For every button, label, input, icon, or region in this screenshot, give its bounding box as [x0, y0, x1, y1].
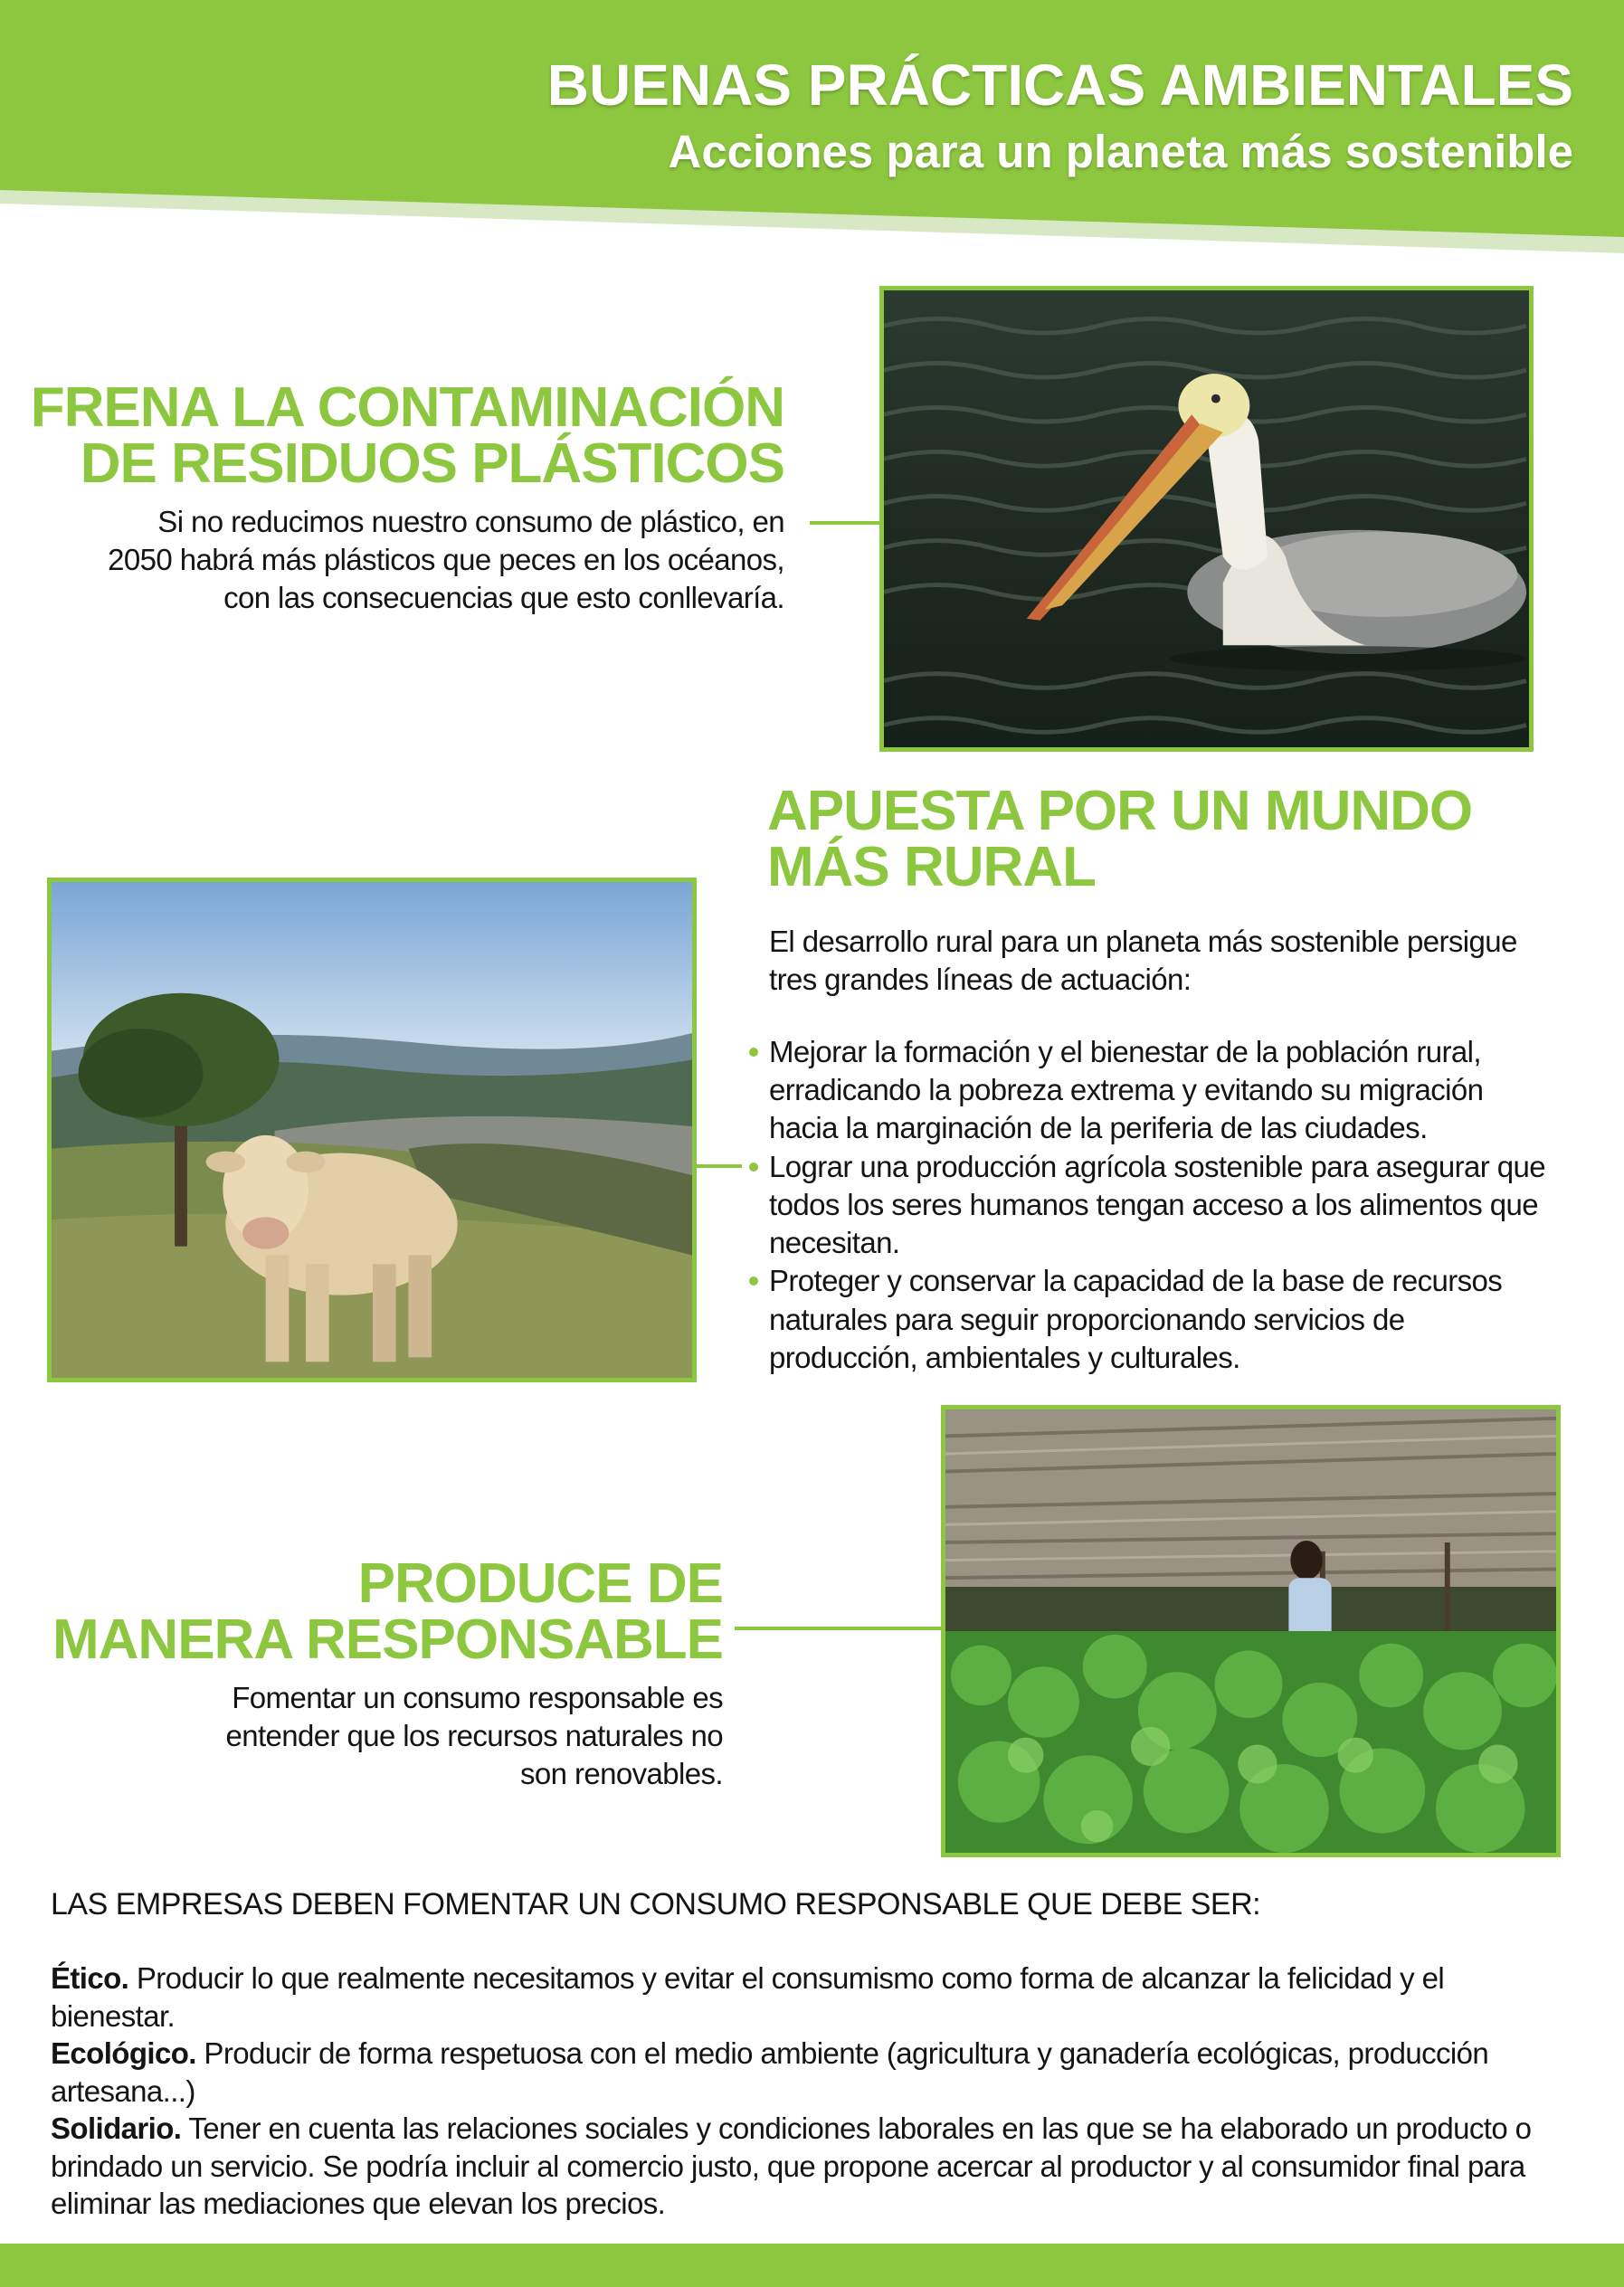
- section-1-connector: [810, 521, 882, 525]
- section-2-intro-line: El desarrollo rural para un planeta más sostenible persigue: [769, 925, 1517, 958]
- list-item: Lograr una producción agrícola sostenible para asegurar que todos los seres humanos tengan acceso a los alimentos que necesitan.: [749, 1148, 1554, 1263]
- definitions-block: [51, 1960, 1562, 2223]
- definition-ecologico: [51, 2035, 1562, 2110]
- section-3-text-line: son renovables.: [520, 1757, 723, 1791]
- section-3-text-line: Fomentar un consumo responsable es: [232, 1681, 723, 1714]
- definition-term: Ecológico.: [51, 2036, 196, 2071]
- pelican-photo: [879, 286, 1534, 752]
- section-2-title: [767, 780, 1473, 898]
- definition-solidario: [51, 2110, 1562, 2223]
- definition-etico: [51, 1960, 1562, 2035]
- page-title: BUENAS PRÁCTICAS AMBIENTALES: [546, 52, 1573, 118]
- page-subtitle: Acciones para un planeta más sostenible: [668, 126, 1573, 177]
- list-item: Proteger y conservar la capacidad de la base de recursos naturales para seguir proporcionando servicios de producción, ambientales y culturales.: [749, 1262, 1554, 1377]
- section-3-text: [225, 1679, 723, 1794]
- section-1-title-line-1: FRENA LA CONTAMINACIÓN: [30, 376, 784, 439]
- definition-text: Tener en cuenta las relaciones sociales y condiciones laborales en las que se ha elaborado un producto o brindado un servicio. Se podría incluir al comercio justo, que propone acercar al productor y al consumidor final para eliminar las mediaciones que elevan los precios.: [51, 2111, 1532, 2221]
- cow-landscape-photo: [47, 878, 697, 1382]
- section-1-text: [108, 503, 784, 618]
- section-3-title-line-2: MANERA RESPONSABLE: [52, 1608, 723, 1671]
- list-item: Mejorar la formación y el bienestar de la población rural, erradicando la pobreza extrema y evitando su migración hacia la marginación de la periferia de las ciudades.: [749, 1033, 1554, 1148]
- bottom-intro: LAS EMPRESAS DEBEN FOMENTAR UN CONSUMO RESPONSABLE QUE DEBE SER:: [51, 1887, 1261, 1922]
- section-1-text-line: 2050 habrá más plásticos que peces en los océanos,: [108, 543, 784, 577]
- section-2-intro: [769, 923, 1565, 999]
- section-3-title-line-1: PRODUCE DE: [357, 1552, 723, 1615]
- section-1-title-line-2: DE RESIDUOS PLÁSTICOS: [80, 432, 784, 495]
- definition-term: Solidario.: [51, 2111, 182, 2146]
- section-3-text-line: entender que los recursos naturales no: [225, 1719, 723, 1753]
- section-1-text-line: con las consecuencias que esto conllevaría.: [223, 581, 784, 615]
- definition-text: Producir lo que realmente necesitamos y evitar el consumismo como forma de alcanzar la felicidad y el bienestar.: [51, 1961, 1445, 2033]
- section-2-title-line-1: APUESTA POR UN MUNDO: [767, 780, 1473, 842]
- definition-text: Producir de forma respetuosa con el medio ambiente (agricultura y ganadería ecológicas, producción artesana...): [51, 2036, 1489, 2108]
- section-2-intro-line: tres grandes líneas de actuación:: [769, 963, 1192, 997]
- plant-nursery-photo: [941, 1405, 1561, 1857]
- section-1-text-line: Si no reducimos nuestro consumo de plástico, en: [157, 505, 784, 538]
- section-2-bullet-list: [749, 1033, 1554, 1377]
- section-2-connector: [692, 1164, 742, 1168]
- section-3-connector: [735, 1627, 943, 1630]
- definition-term: Ético.: [51, 1961, 129, 1995]
- section-3-title: [52, 1552, 723, 1671]
- footer-band: [0, 2244, 1624, 2287]
- section-1-title: [30, 376, 784, 495]
- section-2-title-line-2: MÁS RURAL: [767, 836, 1096, 898]
